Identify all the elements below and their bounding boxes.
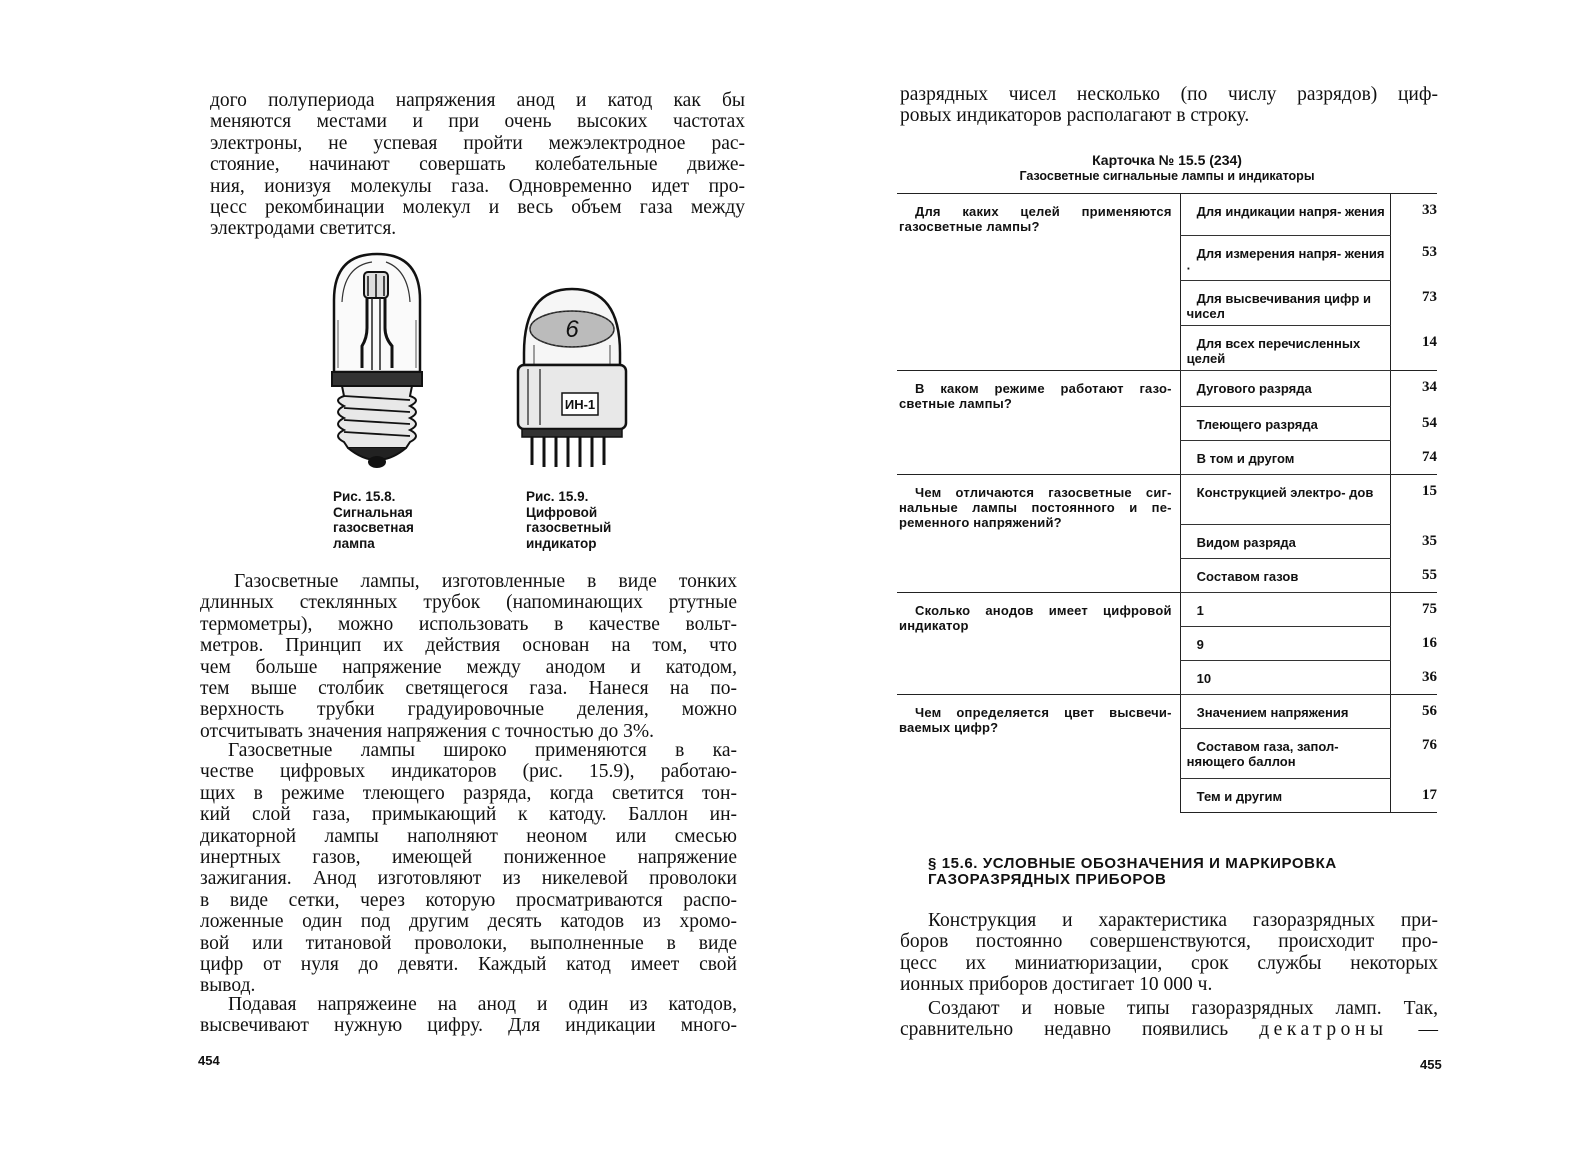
text-line: ионных приборов достигает 10 000 ч. (900, 974, 1213, 996)
paragraph-voltmeter-tubes (200, 571, 737, 742)
answer-cell: Тлеющего разряда (1180, 407, 1390, 441)
text-line: отсчитывать значения напряжения с точностью до 3%. (200, 720, 654, 742)
answer-cell: 1 (1180, 593, 1390, 627)
text-line: длинных стеклянных трубок (напоминающих ртутные (200, 592, 737, 614)
digital-indicator-illustration (510, 285, 635, 470)
caption-number: Рис. 15.8. (333, 489, 396, 504)
text-line: цесс рекомбинации молекул и весь объем газа между (210, 197, 745, 219)
answer-cell: Дугового разряда (1180, 371, 1390, 407)
text-line: Газосветные лампы широко применяются в ка- (228, 740, 737, 761)
answer-code: 16 (1422, 634, 1437, 651)
text-line: Подавая напряжеине на анод и один из катодов, (228, 994, 737, 1015)
text-line: зажигания. Анод изготовляют из никелевой проволоки (200, 868, 737, 890)
answer-cell: Для измерения напря- жения · (1180, 236, 1390, 281)
text-fragment: — (1387, 1019, 1439, 1041)
answer-cell: Значением напряжения (1180, 695, 1390, 729)
page-number: 454 (198, 1053, 220, 1068)
answer-code: 75 (1390, 593, 1437, 627)
table-row (897, 475, 1437, 525)
answer-code: 17 (1390, 779, 1437, 813)
caption-line: Сигнальная (333, 504, 413, 520)
caption-line: Цифровой (526, 504, 598, 520)
section-heading-line: ГАЗОРАЗРЯДНЫХ ПРИБОРОВ (928, 871, 1167, 888)
caption-line: газосветная (333, 520, 414, 535)
right-page (790, 0, 1582, 1153)
table-row (897, 593, 1437, 627)
paragraph-miniaturization (900, 910, 1438, 996)
answer-cell: В том и другом (1180, 441, 1390, 475)
text-line: щих в режиме тлеющего разряда, когда светится тон- (200, 782, 737, 804)
paragraph-digit-display (200, 994, 737, 1037)
answer-code: 14 (1422, 333, 1437, 350)
text-line: кий слой газа, примыкающий к катоду. Баллон ин- (200, 804, 737, 826)
section-heading-line: § 15.6. УСЛОВНЫЕ ОБОЗНАЧЕНИЯ И МАРКИРОВКА (928, 855, 1337, 872)
answer-code: 35 (1422, 532, 1437, 549)
text-line: высвечивают нужную цифру. Для индикации много- (200, 1015, 737, 1037)
paragraph-digital-indicators (200, 740, 737, 997)
text-line: дикаторной лампы наполняют неоном или смесью (200, 825, 737, 847)
indicator-digit: 6 (565, 316, 579, 343)
text-line: тем выше столбик светящегося газа. Нанеся на по- (200, 678, 737, 700)
question-cell: Сколько анодов имеет цифровой индикатор (897, 593, 1180, 695)
paragraph-decatrons (900, 998, 1438, 1041)
table-row (897, 695, 1437, 729)
text-line: меняются местами и при очень высоких частотах (210, 111, 745, 133)
text-line: ровых индикаторов располагают в строку. (900, 105, 1250, 127)
text-line: электроны, не успевая пройти межэлектродное рас- (210, 132, 745, 154)
answer-cell: Для высвечивания цифр и чисел (1180, 281, 1390, 326)
answer-code: 33 (1390, 194, 1437, 236)
caption-line: индикатор (526, 535, 597, 551)
text-line: разрядных чисел несколько (по числу разрядов) циф- (900, 84, 1438, 105)
answer-code: 53 (1422, 243, 1437, 260)
paragraph-multidigit (900, 84, 1438, 127)
caption-line: лампа (333, 535, 375, 551)
text-line: Газосветные лампы, изготовленные в виде тонких (234, 571, 737, 592)
paragraph-electrodes-glow (210, 90, 745, 240)
figure-15-9-caption (526, 489, 676, 551)
text-line: ложенные один под другим десять катодов из хромо- (200, 911, 737, 933)
caption-line: газосветный (526, 520, 612, 535)
text-line: вывод. (200, 975, 256, 997)
answer-code: 76 (1422, 736, 1437, 753)
answer-cell: Конструкцией электро- дов (1180, 475, 1390, 525)
card-subtitle: Газосветные сигнальные лампы и индикаторы (1019, 169, 1315, 183)
left-page (0, 0, 790, 1153)
text-line: чем больше напряжение между анодом и катодом, (200, 656, 737, 678)
text-line: инертных газов, имеющей пониженное напряжение (200, 847, 737, 869)
text-line (900, 1019, 1438, 1040)
text-line: верхность трубки градуировочные деления, можно (200, 699, 737, 721)
spaced-term: декатроны (1259, 1019, 1388, 1041)
text-line: боров постоянно совершенствуются, происходит про- (900, 931, 1438, 953)
figure-15-8-caption (333, 489, 473, 551)
text-line: вой или титановой проволоки, выполненные в виде (200, 932, 737, 954)
answer-cell: 10 (1180, 661, 1390, 695)
text-line: метров. Принцип их действия основан на том, что (200, 635, 737, 657)
page-number: 455 (1420, 1057, 1442, 1072)
answer-cell: Для всех перечисленных целей (1180, 326, 1390, 371)
answer-code: 55 (1422, 566, 1437, 583)
answer-code: 36 (1422, 668, 1437, 685)
quiz-card-table (897, 193, 1437, 813)
text-line: термометры), можно использовать в качестве вольт- (200, 613, 737, 635)
text-line: электродами светится. (210, 218, 397, 240)
answer-cell: Составом газов (1180, 559, 1390, 593)
answer-code: 56 (1390, 695, 1437, 729)
text-line: честве цифровых индикаторов (рис. 15.9), работаю- (200, 761, 737, 783)
answer-cell: Видом разряда (1180, 525, 1390, 559)
text-fragment: сравнительно недавно появились (900, 1019, 1229, 1041)
text-line: Конструкция и характеристика газоразрядных при- (928, 910, 1438, 931)
question-cell: Для каких целей применяются газосветные лампы? (897, 194, 1180, 371)
answer-cell: 9 (1180, 627, 1390, 661)
answer-code: 54 (1422, 414, 1437, 431)
question-cell: В каком режиме работают газо- светные лампы? (897, 371, 1180, 475)
text-line: в виде сетки, через которую просматриваются распо- (200, 889, 737, 911)
section-heading (928, 856, 1428, 888)
question-cell: Чем определяется цвет высвечи- ваемых цифр? (897, 695, 1180, 813)
answer-cell: Тем и другим (1180, 779, 1390, 813)
table-row (897, 194, 1437, 236)
device-marking: ИН-1 (564, 397, 596, 412)
answer-code: 15 (1390, 475, 1437, 525)
text-line: цесс их миниатюризации, срок службы некоторых (900, 952, 1438, 974)
table-row (897, 371, 1437, 407)
answer-cell: Для индикации напря- жения (1180, 194, 1390, 236)
answer-code: 34 (1390, 371, 1437, 407)
answer-code: 73 (1422, 288, 1437, 305)
answer-cell: Составом газа, запол- няющего баллон (1180, 729, 1390, 779)
text-line: Создают и новые типы газоразрядных ламп. Так, (928, 998, 1438, 1019)
text-line: стояние, начинают совершать колебательные движе- (210, 154, 745, 176)
text-line: ния, ионизуя молекулы газа. Одновременно идет про- (210, 175, 745, 197)
answer-code: 74 (1422, 448, 1437, 465)
text-line: цифр от нуля до девяти. Каждый катод имеет свой (200, 954, 737, 976)
question-cell: Чем отличаются газосветные сиг- нальные лампы постоянного и пе- ременного напряжений? (897, 475, 1180, 593)
text-line: дого полупериода напряжения анод и катод как бы (210, 90, 745, 111)
card-title: Карточка № 15.5 (234) (1092, 152, 1242, 168)
signal-glow-lamp-illustration (322, 250, 432, 480)
caption-number: Рис. 15.9. (526, 489, 589, 504)
